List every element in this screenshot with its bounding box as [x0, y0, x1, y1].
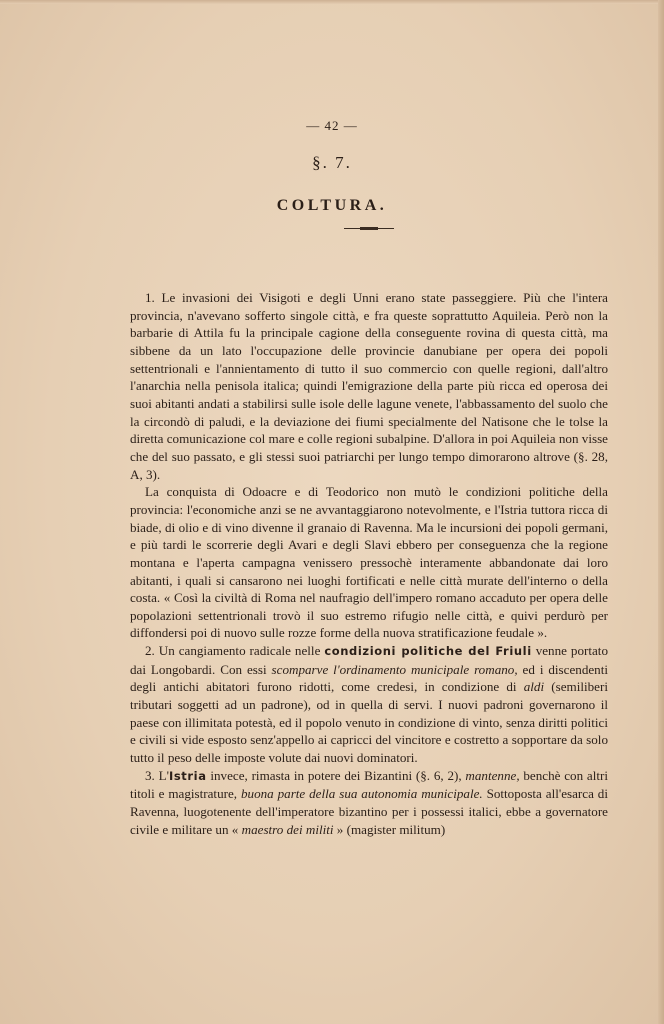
- italic-phrase: buona parte della sua autonomia municipale.: [240, 786, 483, 802]
- paragraph-3-text: ed i discendenti degli antichi abitatori furono ridotti, come credesi, in condizione di: [130, 661, 609, 695]
- paragraph-3-text: venne portato dai Longobardi. Con essi: [130, 643, 608, 677]
- body-text: [130, 289, 608, 838]
- paragraph-4-text: Sottoposta all'esarca di Ravenna, luogotenente dell'imperatore bizantino per i possessi italici, ebbe a governatore civile e militare un «: [130, 786, 608, 837]
- italic-term: aldi: [523, 679, 545, 695]
- title-rule-divider: [344, 228, 394, 229]
- paragraph-4-text: » (magister militum): [333, 821, 446, 837]
- italic-term: mantenne,: [465, 767, 520, 783]
- paragraph-4-text: benchè con altri titoli e magistrature,: [130, 767, 609, 802]
- paragraph-4: [130, 767, 608, 839]
- paragraph-1: 1. Le invasioni dei Visigoti e degli Unni erano state passeggiere. Più che l'intera provincia, n'avevano sofferto singole città, e fra queste soprattutto Aquileia. Però non la barbarie di Attila fu la principale cagione della conseguente rovina di questa città, ma sibbene da un lato l'occupazione delle provincie danubiane per opera dei popoli settentrionali e l'annientamento di tutto il suo commercio con quelle regioni, dall'altro l'anarchia nella penisola italica; quindi l'emigrazione della parte più ricca ed operosa dei suoi abitanti andati a stabilirsi sulle isole delle lagune venete, l'abbassamento del suolo che la circondò di paludi, e la deviazione dei fiumi specialmente del Natisone che le tolse la diretta comunicazione col mare e colle regioni subalpine. D'allora in poi Aquileia non visse che del suo passato, e gli stessi suoi patriarchi per lungo tempo dimorarono altrove (§. 28, A, 3).: [130, 290, 608, 482]
- paragraph-2: La conquista di Odoacre e di Teodorico non mutò le condizioni politiche della provincia: l'economiche anzi se ne avvantaggiarono notevolmente, e l'Istria tuttora ricca di biade, di olio e di vino divenne il granaio di Ravenna. Ma le incursioni dei popoli germani, e più tardi le scorrerie degli Avari e degli Slavi ebbero per conseguenza che la regione montana e l'aperta campagna venissero pressochè interamente abbandonate dai loro abitanti, i quali si cansarono nei luoghi fortificati e nelle città murate dell'interno o della costa. « Così la civiltà di Roma nel naufragio dell'impero romano accaduto per opera delle popolazioni settentrionali trovò il suo estremo rifugio nelle città, e quivi perdurò per diffondersi poi di nuovo sulle rozze forme della nuova stratificazione feudale ».: [130, 484, 608, 641]
- istria-emphasis: Istria: [168, 768, 207, 783]
- section-number: §. 7.: [312, 153, 352, 172]
- paragraph-3: [130, 642, 608, 767]
- paragraph-4-text: invece, rimasta in potere dei Bizantini (§. 6, 2),: [206, 767, 466, 783]
- friuli-emphasis: condizioni politiche del Friuli: [324, 644, 532, 659]
- paragraph-3-text: 2. Un cangiamento radicale nelle: [145, 643, 325, 659]
- paragraph-4-text: 3. L': [145, 767, 169, 783]
- page-number: — 42 —: [306, 118, 358, 133]
- page-edge-top: [0, 0, 664, 4]
- italic-term: maestro dei militi: [241, 821, 334, 837]
- paragraph-3-text: (semiliberi tributari soggetti ad un padrone), od in quella di servi. I nuovi padroni governarono il paese con illimitata potestà, ed il popolo venuto in condizione di vinto, senza diritti politici e civili si vide esposto senz'appello ai capricci del vincitore e costretto a sopportare da solo tutto il peso delle imposte volute dai nuovi dominatori.: [130, 679, 608, 766]
- chapter-title: COLTURA.: [276, 197, 388, 214]
- italic-phrase: scomparve l'ordinamento municipale romano,: [271, 661, 518, 677]
